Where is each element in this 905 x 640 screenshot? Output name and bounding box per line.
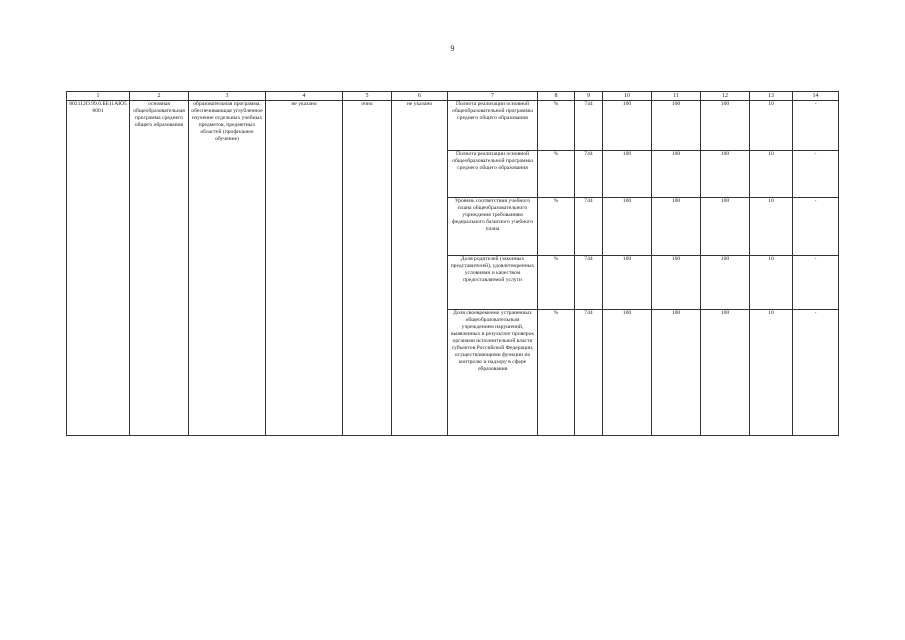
- header-cell-5: 5: [343, 92, 392, 101]
- table-row: [67, 101, 839, 151]
- header-cell-3: 3: [189, 92, 266, 101]
- header-cell-12: 12: [701, 92, 750, 101]
- value-cell-14: -: [793, 151, 839, 198]
- condition-cell: не указано: [392, 101, 448, 436]
- service-quality-table: [66, 91, 839, 436]
- unit-cell: %: [538, 256, 575, 310]
- header-cell-14: 14: [793, 92, 839, 101]
- indicator-name-cell: Полнота реализации основной общеобразовательной программы среднего общего образования: [448, 151, 538, 198]
- header-cell-1: 1: [67, 92, 130, 101]
- header-cell-4: 4: [266, 92, 343, 101]
- unit-cell: %: [538, 198, 575, 256]
- unit-cell: %: [538, 310, 575, 436]
- unit-cell: %: [538, 101, 575, 151]
- header-cell-8: 8: [538, 92, 575, 101]
- value-cell-11: 100: [652, 101, 701, 151]
- value-cell-14: -: [793, 256, 839, 310]
- header-cell-9: 9: [575, 92, 603, 101]
- value-cell-14: -: [793, 198, 839, 256]
- okei-code-cell: 744: [575, 101, 603, 151]
- indicator-name-cell: Доля родителей (законных представителей), удовлетворенных условиями и качеством предоставляемой услуги: [448, 256, 538, 310]
- value-cell-12: 100: [701, 101, 750, 151]
- value-cell-12: 100: [701, 151, 750, 198]
- value-cell-11: 100: [652, 310, 701, 436]
- indicator-name-cell: Доля своевременно устраненных общеобразовательным учреждением нарушений, выявленных в результате проверок органами исполнительной власти субъектов Российской Федерации, осуществляющими функции по контролю и надзору в сфере образования: [448, 310, 538, 436]
- category-cell: не указано: [266, 101, 343, 436]
- header-cell-13: 13: [750, 92, 793, 101]
- value-cell-14: -: [793, 310, 839, 436]
- value-cell-10: 100: [603, 256, 652, 310]
- value-cell-11: 100: [652, 198, 701, 256]
- program-description-cell: образовательная программа, обеспечивающая углубленное изучение отдельных учебных предметов, предметных областей (профильное обучение): [189, 101, 266, 436]
- header-cell-2: 2: [130, 92, 189, 101]
- value-cell-13: 10: [750, 310, 793, 436]
- program-type-cell: основная общеобразовательная программа среднего общего образования: [130, 101, 189, 436]
- header-cell-10: 10: [603, 92, 652, 101]
- value-cell-10: 100: [603, 310, 652, 436]
- value-cell-12: 100: [701, 310, 750, 436]
- okei-code-cell: 744: [575, 198, 603, 256]
- okei-code-cell: 744: [575, 310, 603, 436]
- education-form-cell: очно: [343, 101, 392, 436]
- header-row: [67, 92, 839, 101]
- indicator-name-cell: Уровень соответствия учебного плана общеобразовательного учреждения требованиям федерального базисного учебного плана: [448, 198, 538, 256]
- value-cell-12: 100: [701, 198, 750, 256]
- header-cell-7: 7: [448, 92, 538, 101]
- value-cell-10: 100: [603, 198, 652, 256]
- value-cell-10: 100: [603, 151, 652, 198]
- value-cell-12: 100: [701, 256, 750, 310]
- value-cell-13: 10: [750, 101, 793, 151]
- value-cell-10: 100: [603, 101, 652, 151]
- header-cell-11: 11: [652, 92, 701, 101]
- value-cell-13: 10: [750, 151, 793, 198]
- value-cell-13: 10: [750, 256, 793, 310]
- header-cell-6: 6: [392, 92, 448, 101]
- value-cell-13: 10: [750, 198, 793, 256]
- registry-code-cell: 802112О.99.0.ББ11АЮ58001: [67, 101, 130, 436]
- okei-code-cell: 744: [575, 256, 603, 310]
- value-cell-11: 100: [652, 151, 701, 198]
- value-cell-14: -: [793, 101, 839, 151]
- page-number: 9: [450, 44, 455, 53]
- okei-code-cell: 744: [575, 151, 603, 198]
- indicator-name-cell: Полнота реализации основной общеобразовательной программы среднего общего образования: [448, 101, 538, 151]
- value-cell-11: 100: [652, 256, 701, 310]
- unit-cell: %: [538, 151, 575, 198]
